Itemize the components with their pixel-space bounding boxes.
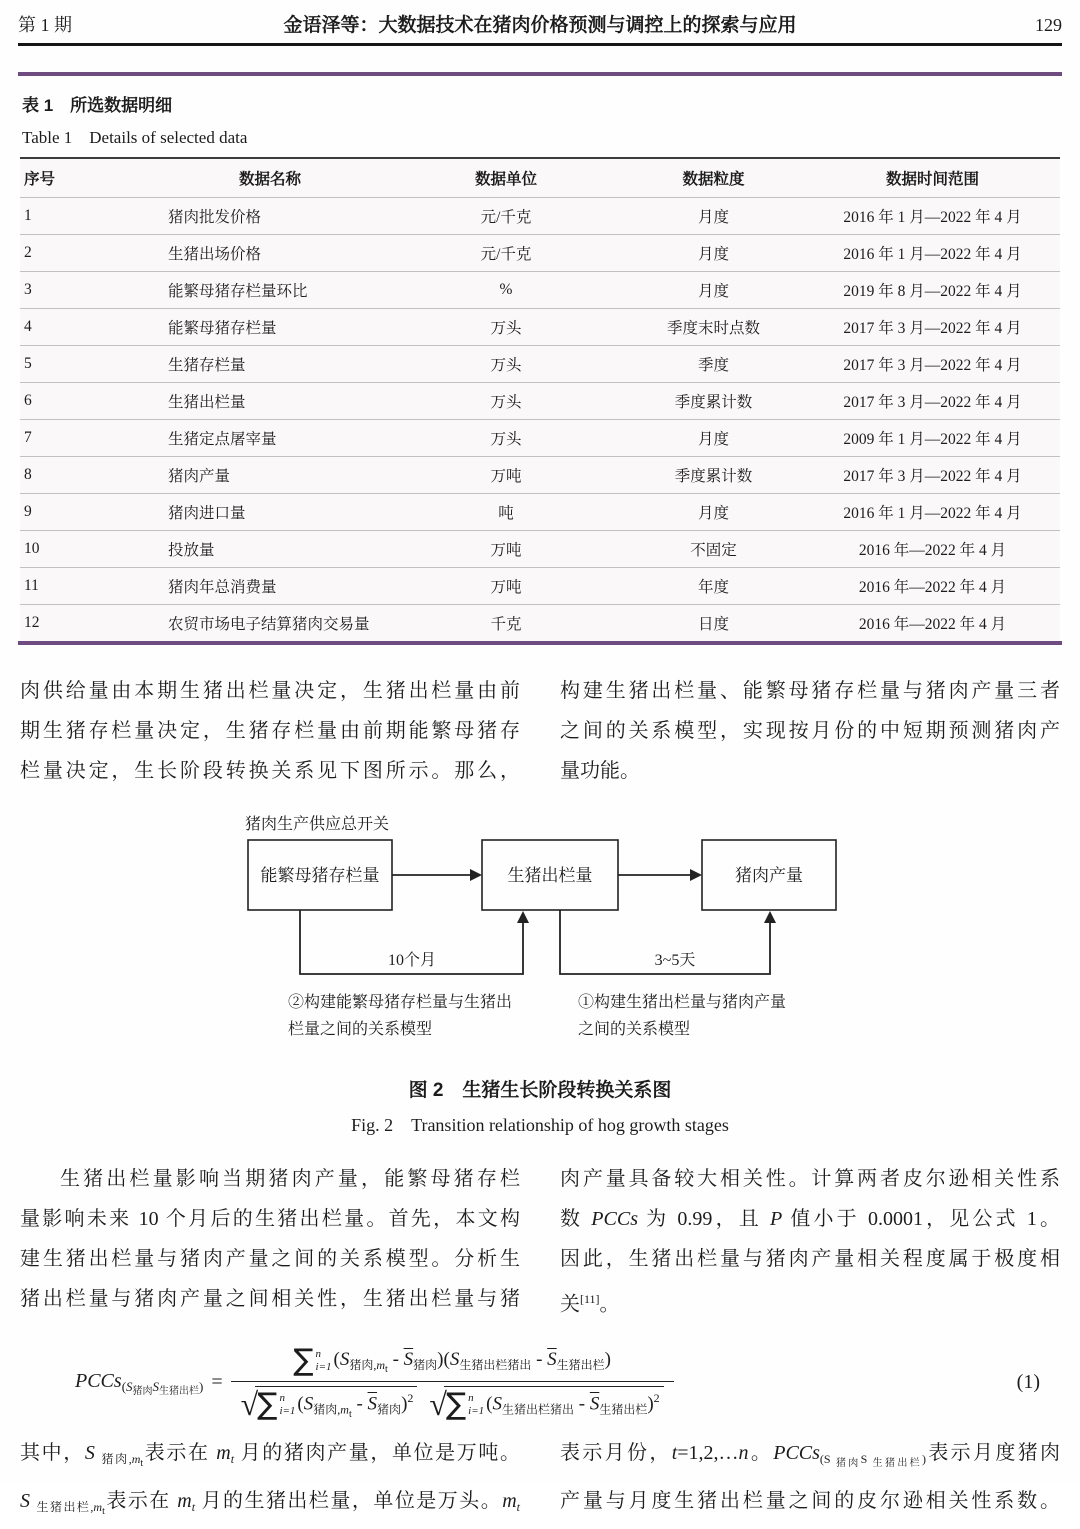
body-section-2 (0, 1159, 1080, 1325)
radical-symbol: √ (429, 1385, 447, 1422)
diagram-top-label: 猪肉生产供应总开关 (245, 816, 390, 833)
page-number: 129 (1035, 15, 1062, 35)
denominator-terms-2: $(S_{生猪出栏猪出} - \overline{S}_{生猪出栏})^2$ (486, 1391, 660, 1417)
body-text-line: 因此，生猪出栏量与猪肉产量相关程度属于极度相 (560, 1248, 1060, 1270)
cell-unit: 万头 (490, 357, 522, 374)
sum-upper-limit: n (468, 1392, 474, 1405)
cell-name: 农贸市场电子结算猪肉交易量 (168, 616, 370, 633)
header-rule (18, 43, 1062, 46)
radicand-2 (444, 1386, 664, 1420)
box-label-sow-inventory: 能繁母猪存栏量 (260, 866, 380, 885)
running-title: 金语泽等：大数据技术在猪肉价格预测与调控上的探索与应用 (283, 15, 797, 36)
sum-operator (293, 1342, 332, 1378)
cell-name: 能繁母猪存栏量 (168, 320, 277, 337)
body-text-line: 之间的关系模型，实现按月份的中短期预测猪肉产 (560, 720, 1060, 742)
col-header-range: 数据时间范围 (885, 171, 979, 188)
table-row (20, 604, 1060, 641)
sigma-symbol: ∑ (293, 1342, 314, 1378)
body-text-line: 栏量决定，生长阶段转换关系见下图所示。那么， (20, 760, 520, 782)
cell-granularity: 年度 (697, 579, 729, 596)
cell-range: 2017 年 3 月—2022 年 4 月 (843, 468, 1022, 485)
body-text-line: 数 PCCs 为 0.99，且 P 值小于 0.0001，见公式 1。 (560, 1208, 1061, 1230)
table-row (20, 456, 1060, 493)
data-table (20, 157, 1060, 641)
cell-granularity: 季度 (697, 357, 729, 374)
cell-granularity: 季度末时点数 (666, 320, 760, 337)
table-top-accent-rule (18, 72, 1062, 76)
body-text-line: 构建生猪出栏量、能繁母猪存栏量与猪肉产量三者 (560, 680, 1060, 702)
table-header-row (20, 159, 1060, 197)
cell-name: 生猪出栏量 (168, 394, 246, 411)
left-column (20, 1433, 520, 1529)
table-row (20, 345, 1060, 382)
sum-limits (279, 1392, 295, 1417)
table-caption-cn: 表 1 所选数据明细 (22, 96, 173, 115)
right-column (560, 1159, 1060, 1325)
figure-caption-cn: 图 2 生猪生长阶段转换关系图 (408, 1080, 672, 1101)
body-text-line: 其中，S $_{猪肉,mt}$表示在 $m_t$ 月的猪肉产量，单位是万吨。 (20, 1441, 521, 1469)
arrow-head-icon (470, 869, 482, 881)
cell-unit: 元/千克 (480, 209, 532, 226)
cell-no: 5 (24, 355, 32, 372)
sum-limits (316, 1348, 332, 1373)
body-text-line: 产量与月度生猪出栏量之间的皮尔逊相关性系数。 (560, 1489, 1060, 1512)
formula-fraction (231, 1342, 674, 1422)
figure-caption-en: Fig. 2 Transition relationship of hog growth stages (351, 1115, 729, 1135)
cell-name: 能繁母猪存栏量环比 (168, 283, 308, 300)
cell-unit: 吨 (498, 505, 514, 522)
cell-range: 2016 年 1 月—2022 年 4 月 (843, 246, 1022, 263)
sum-lower-limit: i=1 (279, 1404, 296, 1417)
sum-limits (468, 1392, 484, 1417)
loop-label-3-5-days: 3~5天 (654, 952, 696, 969)
box-label-pork-output: 猪肉产量 (735, 866, 803, 885)
annotation-right-line1: ①构建生猪出栏量与猪肉产量 (578, 994, 787, 1011)
body-text-line: 生猪出栏量影响当期猪肉产量，能繁母猪存栏 (60, 1168, 520, 1190)
right-column (560, 1433, 1060, 1529)
cell-no: 12 (24, 614, 40, 631)
equation-1 (75, 1337, 1040, 1429)
equation-number: (1) (1016, 1371, 1040, 1394)
table-bottom-accent-rule (18, 641, 1062, 645)
col-header-unit: 数据单位 (474, 171, 537, 188)
cell-range: 2017 年 3 月—2022 年 4 月 (843, 357, 1022, 374)
cell-unit: 元/千克 (480, 246, 532, 263)
figure-2-diagram (0, 807, 1080, 1137)
sum-upper-limit: n (279, 1392, 285, 1405)
cell-unit: % (499, 281, 513, 298)
cell-unit: 万头 (490, 320, 522, 337)
body-text-line: 关[11]。 (560, 1292, 620, 1316)
right-column (560, 671, 1060, 791)
cell-granularity: 月度 (697, 283, 729, 300)
running-head (0, 0, 1080, 37)
col-header-no: 序号 (24, 171, 56, 188)
cell-unit: 万头 (490, 431, 522, 448)
cell-range: 2016 年—2022 年 4 月 (858, 579, 1007, 596)
cell-no: 9 (24, 503, 32, 520)
cell-no: 4 (24, 318, 32, 335)
cell-no: 10 (24, 540, 40, 557)
cell-name: 生猪定点屠宰量 (168, 431, 277, 448)
equals-sign: = (211, 1371, 223, 1394)
table-caption-en: Table 1 Details of selected data (22, 128, 248, 147)
cell-no: 6 (24, 392, 32, 409)
numerator-terms: $(S_{猪肉,mt} - \overline{S}_{猪肉})(S_{生猪出栏猪出} - \overline{S}_{生猪出栏})$ (333, 1348, 611, 1375)
body-text-line: 量功能。 (560, 760, 640, 782)
cell-range: 2016 年 1 月—2022 年 4 月 (843, 209, 1022, 226)
sqrt-term-2 (429, 1386, 663, 1420)
issue-label: 第 1 期 (18, 15, 72, 35)
table-row (20, 567, 1060, 604)
cell-name: 猪肉产量 (168, 468, 231, 485)
cell-unit: 千克 (490, 616, 522, 633)
sum-upper-limit: n (315, 1348, 322, 1361)
table-row (20, 382, 1060, 419)
figure-caption (0, 1075, 1080, 1137)
cell-range: 2017 年 3 月—2022 年 4 月 (843, 394, 1022, 411)
col-header-granularity: 数据粒度 (682, 171, 745, 188)
body-text-line: S $_{生猪出栏,mt}$表示在 $m_t$ 月的生猪出栏量，单位是万头。$m_t$ (20, 1489, 521, 1517)
cell-granularity: 月度 (697, 246, 729, 263)
cell-range: 2016 年—2022 年 4 月 (858, 616, 1007, 633)
table-row (20, 234, 1060, 271)
body-text-line: 肉供给量由本期生猪出栏量决定，生猪出栏量由前 (20, 680, 520, 702)
table-row (20, 493, 1060, 530)
cell-granularity: 日度 (697, 616, 729, 633)
cell-no: 8 (24, 466, 32, 483)
radical-symbol: √ (240, 1385, 259, 1422)
annotation-left-line2: 栏量之间的关系模型 (288, 1021, 433, 1038)
body-text-line: 量影响未来 10 个月后的生猪出栏量。首先，本文构 (20, 1208, 520, 1230)
annotation-left-line1: ②构建能繁母猪存栏量与生猪出 (288, 994, 513, 1011)
cell-granularity: 不固定 (690, 542, 737, 559)
cell-no: 3 (24, 281, 32, 298)
box-label-hog-slaughter: 生猪出栏量 (507, 866, 593, 885)
left-column (20, 671, 520, 791)
cell-unit: 万头 (490, 394, 522, 411)
cell-range: 2009 年 1 月—2022 年 4 月 (843, 431, 1022, 448)
radicand-1 (255, 1386, 417, 1420)
annotation-right-line2: 之间的关系模型 (578, 1021, 691, 1038)
table-row (20, 308, 1060, 345)
cell-granularity: 季度累计数 (674, 394, 753, 411)
sum-lower-limit: i=1 (315, 1360, 332, 1373)
denominator-terms-1: $(S_{猪肉,mt} - \overline{S}_{猪肉})^2$ (297, 1391, 414, 1420)
col-header-name: 数据名称 (238, 171, 301, 188)
cell-granularity: 月度 (697, 505, 729, 522)
body-section-1 (0, 671, 1080, 791)
cell-range: 2016 年—2022 年 4 月 (858, 542, 1007, 559)
cell-granularity: 月度 (697, 209, 729, 226)
hog-growth-flowchart (20, 807, 1060, 1062)
sum-operator (257, 1386, 296, 1422)
left-column (20, 1159, 520, 1325)
sqrt-term-1 (241, 1386, 418, 1420)
sum-operator (445, 1386, 485, 1422)
cell-no: 7 (24, 429, 32, 446)
table-row (20, 197, 1060, 234)
table-row (20, 419, 1060, 456)
cell-unit: 万吨 (490, 468, 522, 485)
cell-no: 11 (24, 577, 39, 594)
cell-name: 猪肉批发价格 (168, 209, 262, 226)
arrow-head-icon (764, 911, 776, 923)
cell-granularity: 季度累计数 (674, 468, 753, 485)
table-row (20, 530, 1060, 567)
cell-range: 2017 年 3 月—2022 年 4 月 (843, 320, 1022, 337)
pccs-formula (75, 1342, 674, 1422)
table-row (20, 271, 1060, 308)
cell-no: 2 (24, 244, 32, 261)
cell-unit: 万吨 (490, 542, 522, 559)
formula-lhs: PCCs$_{(S猪肉S生猪出栏)}$ (75, 1370, 204, 1398)
body-text-line: 期生猪存栏量决定，生猪存栏量由前期能繁母猪存 (20, 720, 520, 742)
cell-name: 生猪出场价格 (168, 246, 262, 263)
cell-range: 2019 年 8 月—2022 年 4 月 (843, 283, 1022, 300)
cell-range: 2016 年 1 月—2022 年 4 月 (843, 505, 1022, 522)
sigma-symbol: ∑ (445, 1386, 467, 1422)
cell-name: 猪肉进口量 (168, 505, 246, 522)
sum-lower-limit: i=1 (468, 1404, 485, 1417)
body-section-3 (0, 1433, 1080, 1529)
body-text-line: 建生猪出栏量与猪肉产量之间的关系模型。分析生 (20, 1248, 520, 1270)
body-text-line: 表示月份，t=1,2,…n。PCCs$_{(S}$ $_{猪肉S}$ $_{生猪出栏)}$表示月度猪肉 (560, 1441, 1061, 1469)
cell-name: 投放量 (168, 542, 215, 559)
cell-name: 猪肉年总消费量 (168, 579, 277, 596)
cell-granularity: 月度 (697, 431, 729, 448)
cell-unit: 万吨 (490, 579, 522, 596)
arrow-head-icon (690, 869, 702, 881)
loop-label-10-months: 10个月 (387, 952, 437, 969)
formula-denominator (231, 1381, 674, 1420)
formula-numerator (283, 1342, 621, 1381)
cell-name: 生猪存栏量 (168, 357, 246, 374)
arrow-head-icon (517, 911, 529, 923)
cell-no: 1 (24, 207, 32, 224)
sigma-symbol: ∑ (257, 1386, 278, 1422)
body-text-line: 猪出栏量与猪肉产量之间相关性，生猪出栏量与猪 (20, 1288, 520, 1310)
body-text-line: 肉产量具备较大相关性。计算两者皮尔逊相关性系 (560, 1168, 1060, 1190)
